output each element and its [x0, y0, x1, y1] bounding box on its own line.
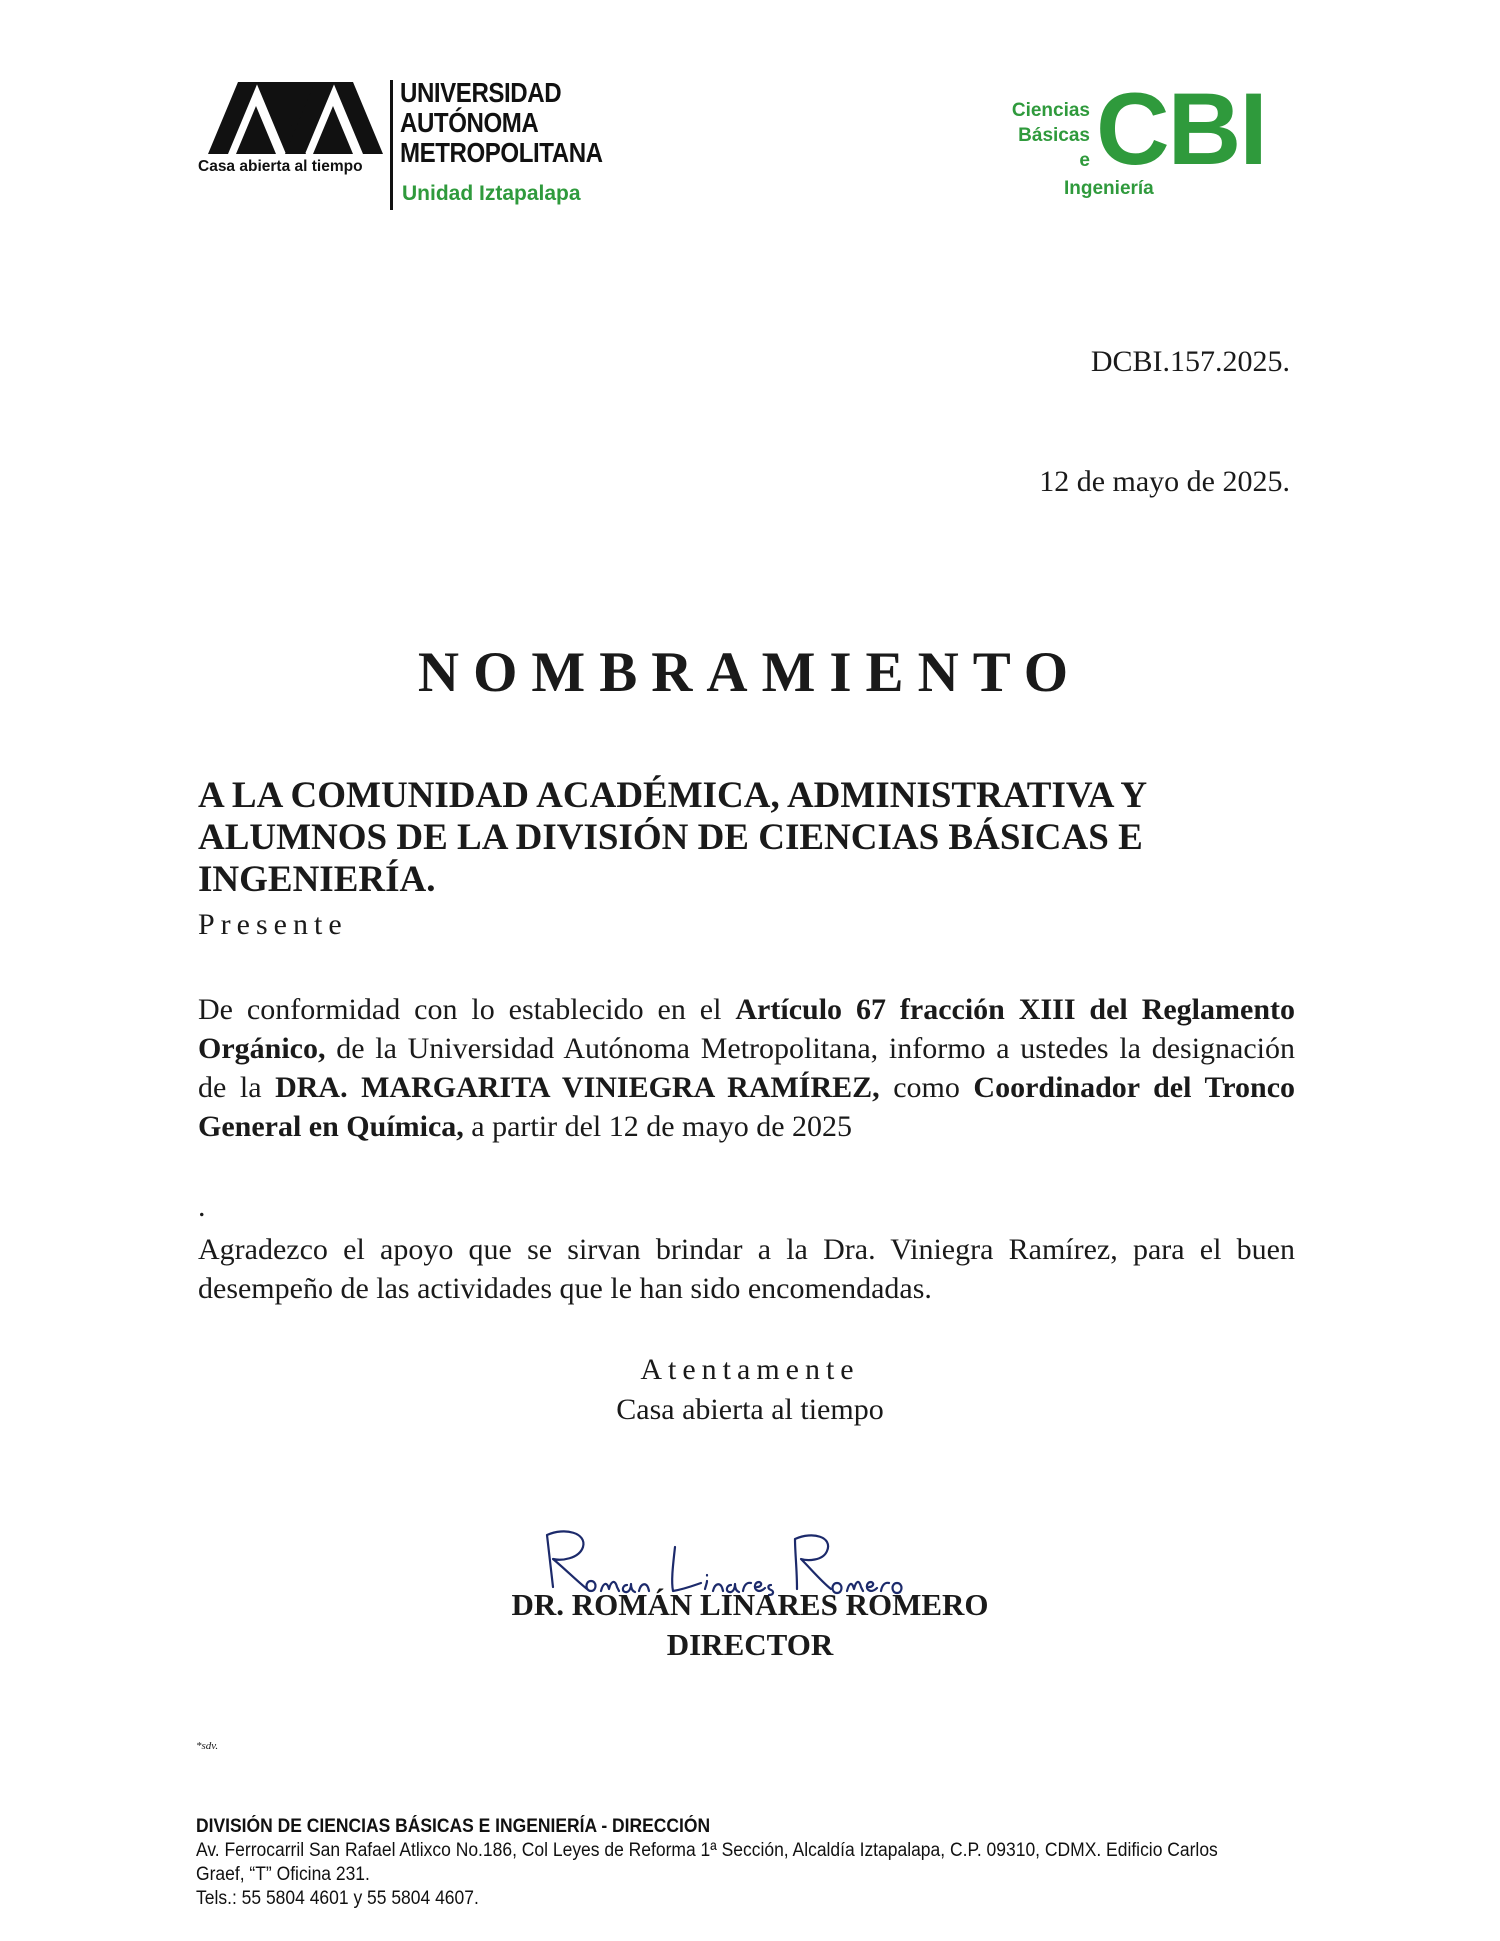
cbi-acronym: CBI	[1096, 72, 1266, 186]
position-title: Coordinador del Tronco General en Química,	[198, 1071, 1296, 1143]
uam-emblem-icon	[208, 82, 383, 154]
document-date: 12 de mayo de 2025.	[1039, 465, 1290, 498]
closing-word: Atentamente	[640, 1353, 860, 1386]
uam-name-line: UNIVERSIDAD	[400, 77, 562, 108]
closing	[0, 1350, 1500, 1430]
text: De conformidad con lo establecido en el	[198, 993, 736, 1026]
uam-motto: Casa abierta al tiempo	[198, 158, 363, 175]
uam-logo	[198, 78, 623, 213]
closing-motto: Casa abierta al tiempo	[616, 1393, 884, 1426]
logo-divider	[390, 80, 393, 210]
uam-name-line: METROPOLITANA	[400, 137, 603, 168]
body-paragraph-1	[198, 990, 1295, 1146]
salutation: Presente	[198, 908, 348, 941]
footer	[196, 1815, 1254, 1911]
text: a partir del 12 de mayo de 2025	[463, 1110, 853, 1143]
reference-number: DCBI.157.2025.	[1090, 345, 1290, 378]
signer-name: DR. ROMÁN LINARES ROMERO	[511, 1587, 989, 1622]
uam-name-line: AUTÓNOMA	[400, 107, 539, 138]
cbi-logo	[990, 72, 1290, 207]
signer-role: DIRECTOR	[666, 1627, 834, 1662]
footer-division: DIVISIÓN DE CIENCIAS BÁSICAS E INGENIERÍA - DIRECCIÓN	[196, 1816, 711, 1837]
cbi-small-line: Ciencias	[1011, 100, 1090, 121]
document-title: NOMBRAMIENTO	[417, 641, 1083, 704]
uam-unit: Unidad Iztapalapa	[402, 182, 581, 205]
cbi-small-line: e	[1079, 150, 1090, 171]
signer-block	[0, 1585, 1500, 1665]
recipient: A LA COMUNIDAD ACADÉMICA, ADMINISTRATIVA Y ALUMNOS DE LA DIVISIÓN DE CIENCIAS BÁSICAS E INGENIERÍA.	[198, 775, 1146, 900]
appointee-name: DRA. MARGARITA VINIEGRA RAMÍREZ,	[275, 1071, 880, 1104]
cbi-small-text	[990, 98, 1090, 173]
article-reference: Artículo 67 fracción XIII del Reglamento Orgánico,	[198, 993, 1295, 1065]
typist-initials: *sdv.	[196, 1740, 219, 1752]
cbi-small-line: Básicas	[1018, 125, 1090, 146]
stray-period: .	[198, 1190, 206, 1223]
text: como	[879, 1071, 974, 1104]
footer-address: Av. Ferrocarril San Rafael Atlixco No.186, Col Leyes de Reforma 1ª Sección, Alcaldía Iztapalapa, C.P. 09310, CDMX. Edificio Carlos Graef, “T” Oficina 231.	[196, 1840, 1218, 1885]
footer-phones: Tels.: 55 5804 4601 y 55 5804 4607.	[196, 1888, 479, 1909]
uam-name	[400, 78, 603, 168]
body-paragraph-2: Agradezco el apoyo que se sirvan brindar a la Dra. Viniegra Ramírez, para el buen desempeño de las actividades que le han sido encomendadas.	[198, 1233, 1295, 1305]
text: de la Universidad Autónoma Metropolitana, informo a ustedes la designación de la	[198, 1032, 1295, 1104]
cbi-ingenieria: Ingeniería	[1064, 178, 1154, 199]
